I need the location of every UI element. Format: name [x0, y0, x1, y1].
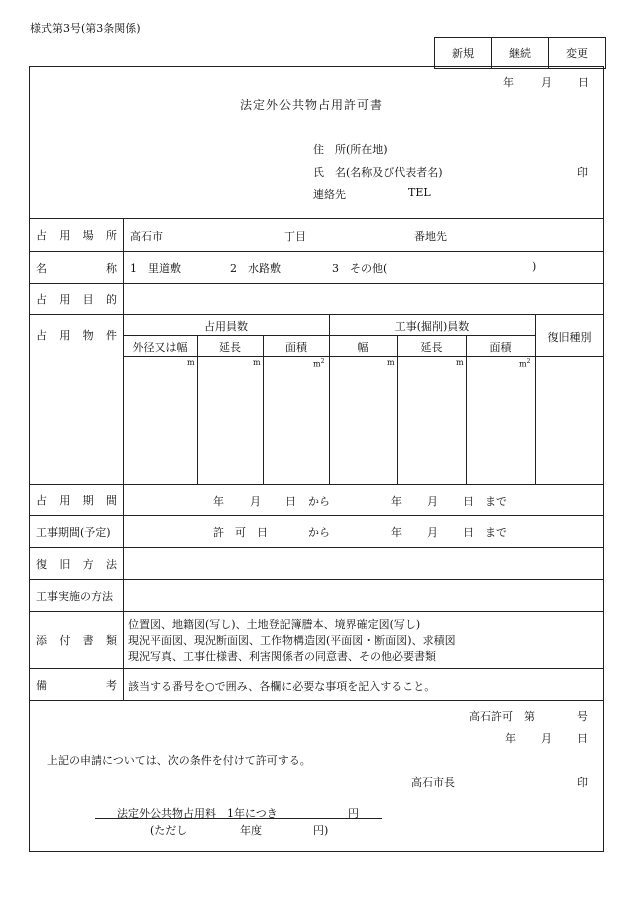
col-width: 幅	[357, 341, 369, 354]
col-diameter: 外径又は幅	[132, 341, 188, 354]
header-month: 月	[541, 76, 552, 89]
fee-label: 法定外公共物占用料 1年につき	[117, 807, 278, 820]
period-label: 占 用 期 間	[36, 494, 117, 507]
application-type-box	[434, 37, 606, 69]
period-year-end: 年	[391, 495, 402, 508]
fee-yen: 円	[348, 807, 359, 820]
permit-number-suffix: 号	[577, 710, 588, 723]
form-number: 様式第3号(第3条関係)	[30, 22, 141, 35]
objects-label: 占 用 物 件	[36, 329, 117, 342]
period-month: 月	[250, 495, 261, 508]
unit-m-3: m	[387, 358, 395, 367]
permit-month: 月	[541, 732, 552, 745]
option-other[interactable]: 3 その他(	[332, 262, 388, 275]
permit-year: 年	[505, 732, 516, 745]
location-chome: 丁目	[284, 230, 306, 243]
name-label: 氏 名(名称及び代表者名)	[313, 166, 443, 179]
work-method-label: 工事実施の方法	[36, 589, 113, 603]
restore-method-label: 復 旧 方 法	[36, 557, 117, 571]
address-label: 住 所(所在地)	[313, 143, 388, 156]
occupancy-group-header: 占用員数	[204, 320, 248, 333]
location-city: 高石市	[130, 230, 163, 243]
document-title: 法定外公共物占用許可書	[240, 98, 384, 112]
col-length: 延長	[219, 341, 241, 354]
construction-group-header: 工事(掘削)員数	[394, 320, 470, 333]
permit-statement: 上記の申請については、次の条件を付けて許可する。	[47, 754, 311, 767]
option-waterway[interactable]: 2 水路敷	[230, 262, 281, 275]
purpose-label: 占 用 目 的	[36, 293, 117, 306]
unit-m-4: m	[456, 358, 464, 367]
work-until: まで	[485, 526, 507, 539]
attachments-line-1: 位置図、地籍図(写し)、土地登記簿謄本、境界確定図(写し)	[128, 618, 421, 631]
mayor-label: 高石市長	[411, 776, 455, 789]
remarks-label: 備 考	[36, 678, 117, 692]
option-other-close: )	[532, 260, 537, 273]
mayor-seal: 印	[577, 776, 588, 789]
fee-line	[95, 805, 382, 819]
period-from: から	[308, 495, 330, 508]
work-day: 日	[463, 526, 474, 539]
unit-m-2: m	[253, 358, 261, 367]
period-year: 年	[213, 495, 224, 508]
permit-form-frame	[29, 66, 604, 852]
restore-type-header: 復旧種別	[547, 331, 592, 344]
permit-day: 日	[577, 732, 588, 745]
col-area: 面積	[285, 341, 307, 354]
work-year: 年	[391, 526, 402, 539]
location-label: 占 用 場 所	[36, 229, 117, 242]
unit-m2-2: $m^2$	[519, 358, 531, 369]
fee-note-close: 円)	[313, 824, 329, 837]
unit-m2-1: $m^2$	[313, 358, 325, 369]
work-month: 月	[427, 526, 438, 539]
fee-note-year: 年度	[240, 824, 262, 837]
permit-number-prefix: 高石許可 第	[469, 710, 535, 723]
work-period-label: 工事期間(予定)	[36, 525, 111, 539]
unit-m-1: m	[187, 358, 195, 367]
col-work-area: 面積	[489, 341, 512, 354]
stamp-change[interactable]: 変更	[548, 38, 605, 68]
period-day: 日	[285, 495, 296, 508]
period-month-end: 月	[427, 495, 438, 508]
location-banchi: 番地先	[414, 230, 447, 243]
remarks-text: 該当する番号を○で囲み、各欄に必要な事項を記入すること。	[128, 680, 436, 693]
attachments-line-3: 現況写真、工事仕様書、利害関係者の同意書、その他必要書類	[128, 650, 436, 663]
stamp-continue[interactable]: 継続	[491, 38, 548, 68]
tel-label: TEL	[408, 186, 431, 199]
name-row-label: 名 称	[36, 261, 117, 275]
work-permit-day: 許 可 日	[213, 526, 268, 539]
period-day-end: 日	[463, 495, 474, 508]
attachments-line-2: 現況平面図、現況断面図、工作物構造図(平面図・断面図)、求積図	[128, 634, 456, 647]
option-road[interactable]: 1 里道敷	[130, 262, 181, 275]
col-work-length: 延長	[420, 341, 443, 354]
work-from: から	[308, 526, 330, 539]
contact-label: 連絡先	[313, 188, 346, 201]
attachments-label: 添 付 書 類	[36, 634, 117, 647]
stamp-new[interactable]: 新規	[452, 47, 474, 60]
fee-note-open: (ただし	[150, 824, 188, 837]
header-year: 年	[503, 76, 514, 89]
period-until: まで	[485, 495, 507, 508]
header-day: 日	[578, 76, 589, 89]
seal-mark: 印	[577, 166, 588, 179]
